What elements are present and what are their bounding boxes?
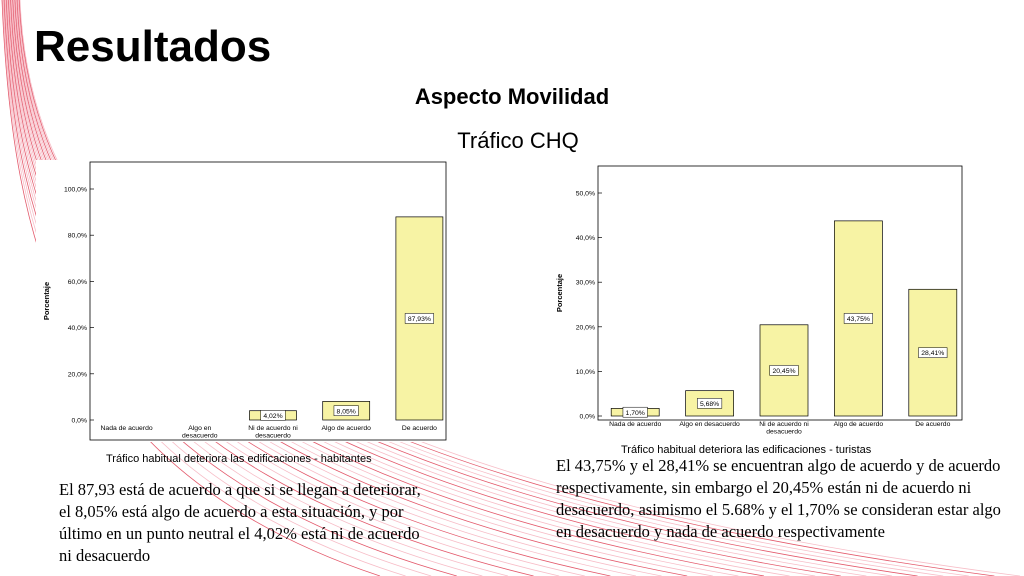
- paragraph-turistas: El 43,75% y el 28,41% se encuentran algo de acuerdo y de acuerdo respectivamente, sin embargo el 20,45% están ni de acuerdo ni desacuerdo, asimismo el 5.68% y el 1,70% se consideran estar algo en desacuerdo y nada de acuerdo respectivamente: [556, 456, 1001, 541]
- x-tick-label: Ni de acuerdo ni: [759, 421, 809, 428]
- x-tick-label: Nada de acuerdo: [609, 421, 662, 428]
- x-tick-label: De acuerdo: [401, 425, 437, 432]
- y-tick-label: 40,0%: [575, 235, 595, 243]
- data-label: 87,93%: [407, 316, 431, 324]
- y-tick-label: 40,0%: [67, 325, 87, 333]
- y-tick-label: 10,0%: [575, 368, 595, 376]
- y-tick-label: 50,0%: [575, 190, 595, 198]
- y-tick-label: 20,0%: [575, 324, 595, 332]
- x-tick-label: desacuerdo: [182, 432, 218, 440]
- slide-title: Resultados: [34, 22, 272, 71]
- data-label: 4,02%: [263, 412, 283, 420]
- y-tick-label: 100,0%: [63, 186, 87, 194]
- x-tick-label: Algo de acuerdo: [833, 421, 884, 428]
- data-label: 28,41%: [921, 350, 945, 358]
- chart-habitantes-svg: [36, 160, 450, 442]
- slide-subtitle-traffic: Tráfico CHQ: [457, 128, 579, 153]
- y-tick-label: 80,0%: [67, 232, 87, 240]
- x-tick-label: Algo de acuerdo: [321, 425, 371, 432]
- x-tick-label: Algo en: [188, 425, 212, 432]
- y-tick-label: 20,0%: [67, 371, 87, 379]
- plot-area: [90, 162, 446, 440]
- x-tick-label: Algo en desacuerdo: [679, 421, 740, 428]
- data-label: 20,45%: [772, 367, 796, 375]
- chart-turistas-caption: Tráfico habitual deteriora las edificaciones - turistas: [621, 444, 872, 456]
- x-tick-label: Ni de acuerdo ni: [248, 425, 298, 432]
- y-axis-label: Porcentaje: [42, 281, 51, 321]
- slide-subtitle: Aspecto Movilidad: [414, 84, 610, 109]
- data-label: 8,05%: [336, 408, 356, 416]
- x-tick-label: Nada de acuerdo: [100, 425, 153, 432]
- data-label: 43,75%: [846, 316, 870, 324]
- chart-turistas: [552, 162, 966, 444]
- x-tick-label: desacuerdo: [766, 428, 802, 436]
- y-tick-label: 60,0%: [67, 278, 87, 286]
- chart-habitantes-caption: Tráfico habitual deteriora las edificaciones - habitantes: [106, 453, 372, 465]
- x-tick-label: De acuerdo: [915, 421, 951, 428]
- y-tick-label: 30,0%: [575, 279, 595, 287]
- x-tick-label: desacuerdo: [255, 432, 291, 440]
- y-tick-label: 0,0%: [71, 417, 87, 425]
- chart-turistas-svg: [552, 162, 966, 444]
- chart-habitantes: [36, 160, 450, 442]
- y-axis-label: Porcentaje: [555, 273, 564, 313]
- y-tick-label: 0,0%: [579, 413, 595, 421]
- data-label: 5,68%: [699, 400, 720, 408]
- paragraph-habitantes: El 87,93 está de acuerdo a que si se llegan a deteriorar, el 8,05% está algo de acuerdo a esta situación, y por último en un punto neutral el 4,02% está ni de acuerdo ni desacuerdo: [59, 480, 421, 565]
- data-label: 1,70%: [625, 409, 645, 417]
